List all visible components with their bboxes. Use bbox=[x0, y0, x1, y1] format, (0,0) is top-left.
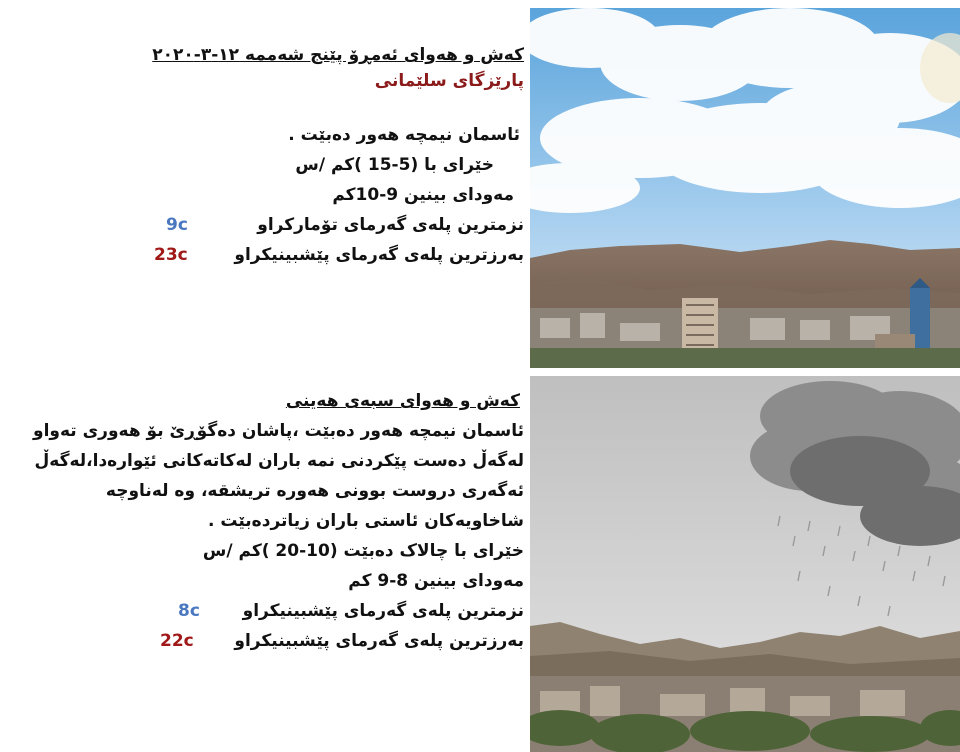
today-max-temp bbox=[4, 240, 524, 270]
today-line-wind: خێرای با (5-15 )کم /س bbox=[295, 155, 494, 175]
tomorrow-min-temp bbox=[4, 596, 524, 626]
partly-cloudy-city-photo bbox=[530, 8, 960, 368]
tomorrow-forecast bbox=[4, 386, 524, 656]
tomorrow-min-value: 8c bbox=[178, 601, 200, 621]
today-forecast bbox=[4, 40, 524, 270]
rain-cloud-city-photo bbox=[530, 376, 960, 752]
tomorrow-max-value: 22c bbox=[160, 631, 194, 651]
today-line-visibility: مەودای بینین 9-10کم bbox=[332, 185, 514, 205]
today-min-value: 9c bbox=[166, 215, 188, 235]
today-title: کەش و هەوای ئەمڕۆ پێنج شەممە ١٢-٣-٢٠٢٠ bbox=[152, 45, 524, 65]
today-min-label: نزمترین پلەی گەرمای تۆمارکراو bbox=[257, 215, 524, 235]
tomorrow-line-2: لەگەڵ دەست پێکردنی نمە باران لەکاتەکانی ئێوارەدا،لەگەڵ bbox=[34, 451, 524, 471]
tomorrow-line-1: ئاسمان نیمچە هەور دەبێت ،پاشان دەگۆڕێ بۆ هەوری تەواو bbox=[33, 421, 524, 441]
tomorrow-max-temp bbox=[4, 626, 524, 656]
tomorrow-line-wind: خێرای با چالاک دەبێت (10-20 )کم /س bbox=[202, 541, 524, 561]
tomorrow-min-label: نزمترین پلەی گەرمای پێشبینیکراو bbox=[242, 601, 524, 621]
today-city: پارێزگای سلێمانی bbox=[374, 71, 524, 91]
today-min-temp bbox=[4, 210, 524, 240]
today-line-sky: ئاسمان نیمچە هەور دەبێت . bbox=[288, 125, 520, 145]
tomorrow-line-visibility: مەودای بینین 8-9 کم bbox=[348, 571, 524, 591]
tomorrow-line-3: ئەگەری دروست بوونی هەورە تریشقە، وە لەناوچە bbox=[105, 481, 524, 501]
tomorrow-max-label: بەرزترین پلەی گەرمای پێشبینیکراو bbox=[234, 631, 524, 651]
tomorrow-title: کەش و هەوای سبەی هەینی bbox=[285, 391, 520, 411]
today-max-value: 23c bbox=[154, 245, 188, 265]
today-max-label: بەرزترین پلەی گەرمای پێشبینیکراو bbox=[234, 245, 524, 265]
tomorrow-line-4: شاخاویەکان ئاستی باران زیاتردەبێت . bbox=[207, 511, 524, 531]
